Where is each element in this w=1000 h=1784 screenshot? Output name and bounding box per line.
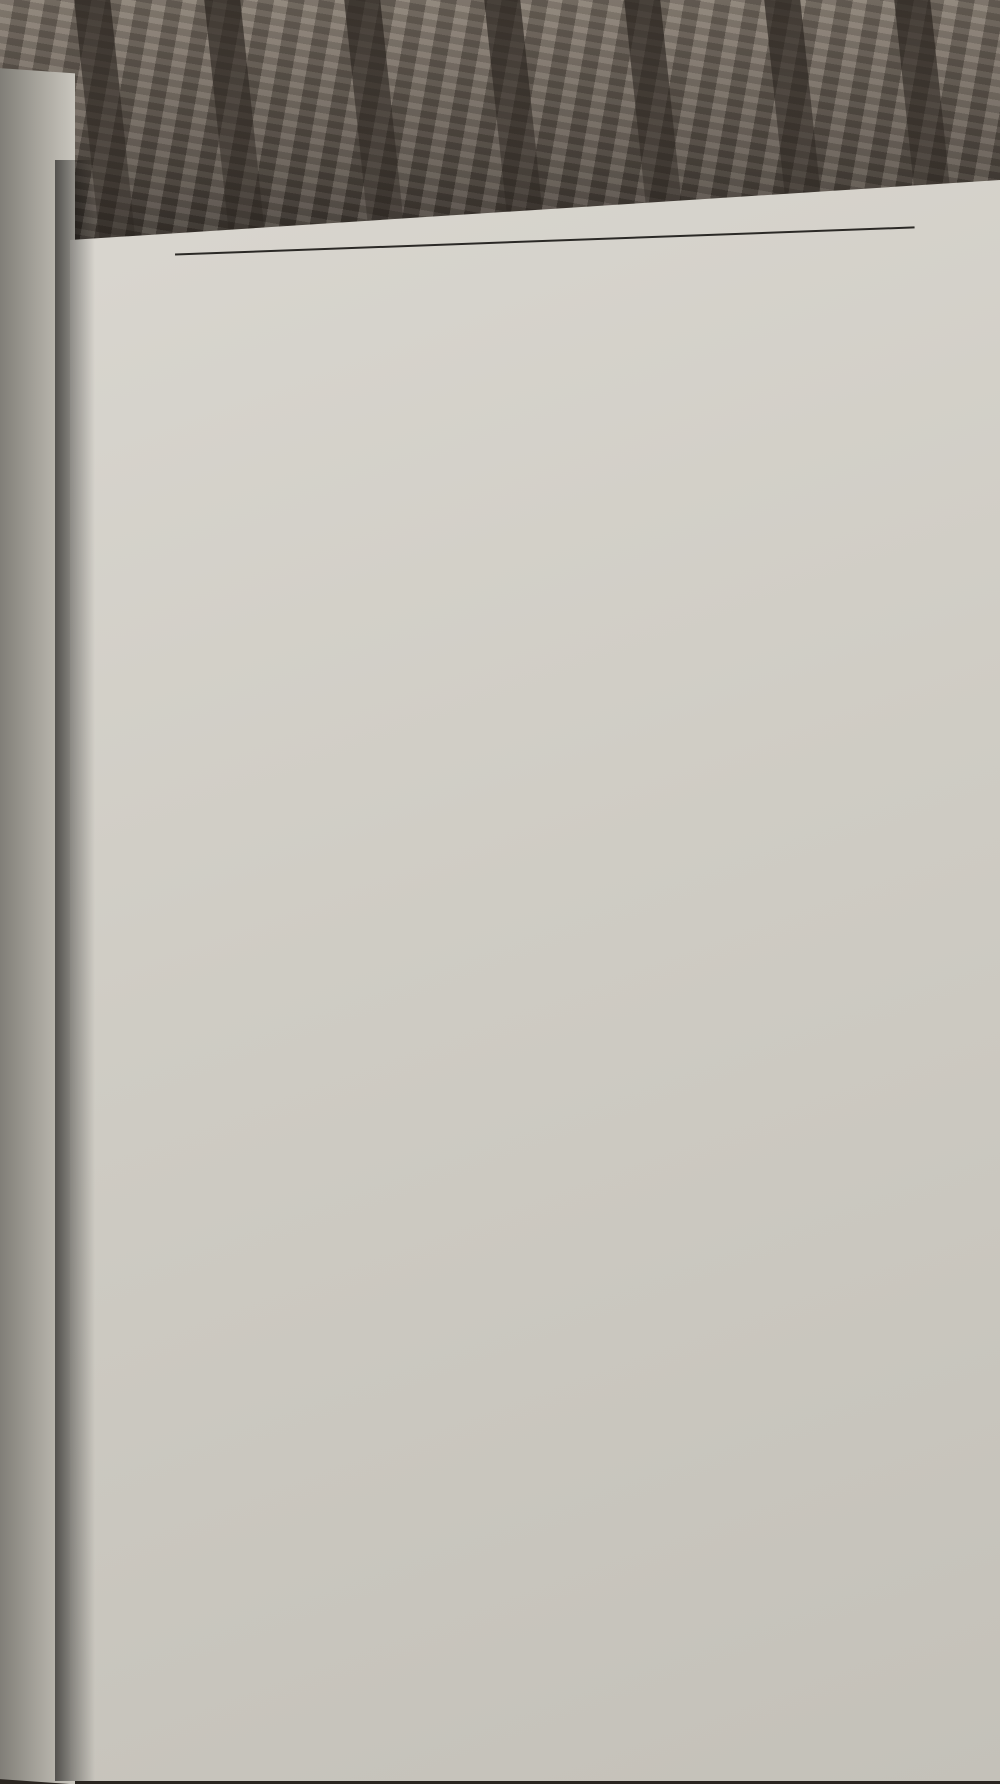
book-gutter-shadow — [55, 160, 95, 1781]
book-page — [70, 180, 1000, 1781]
